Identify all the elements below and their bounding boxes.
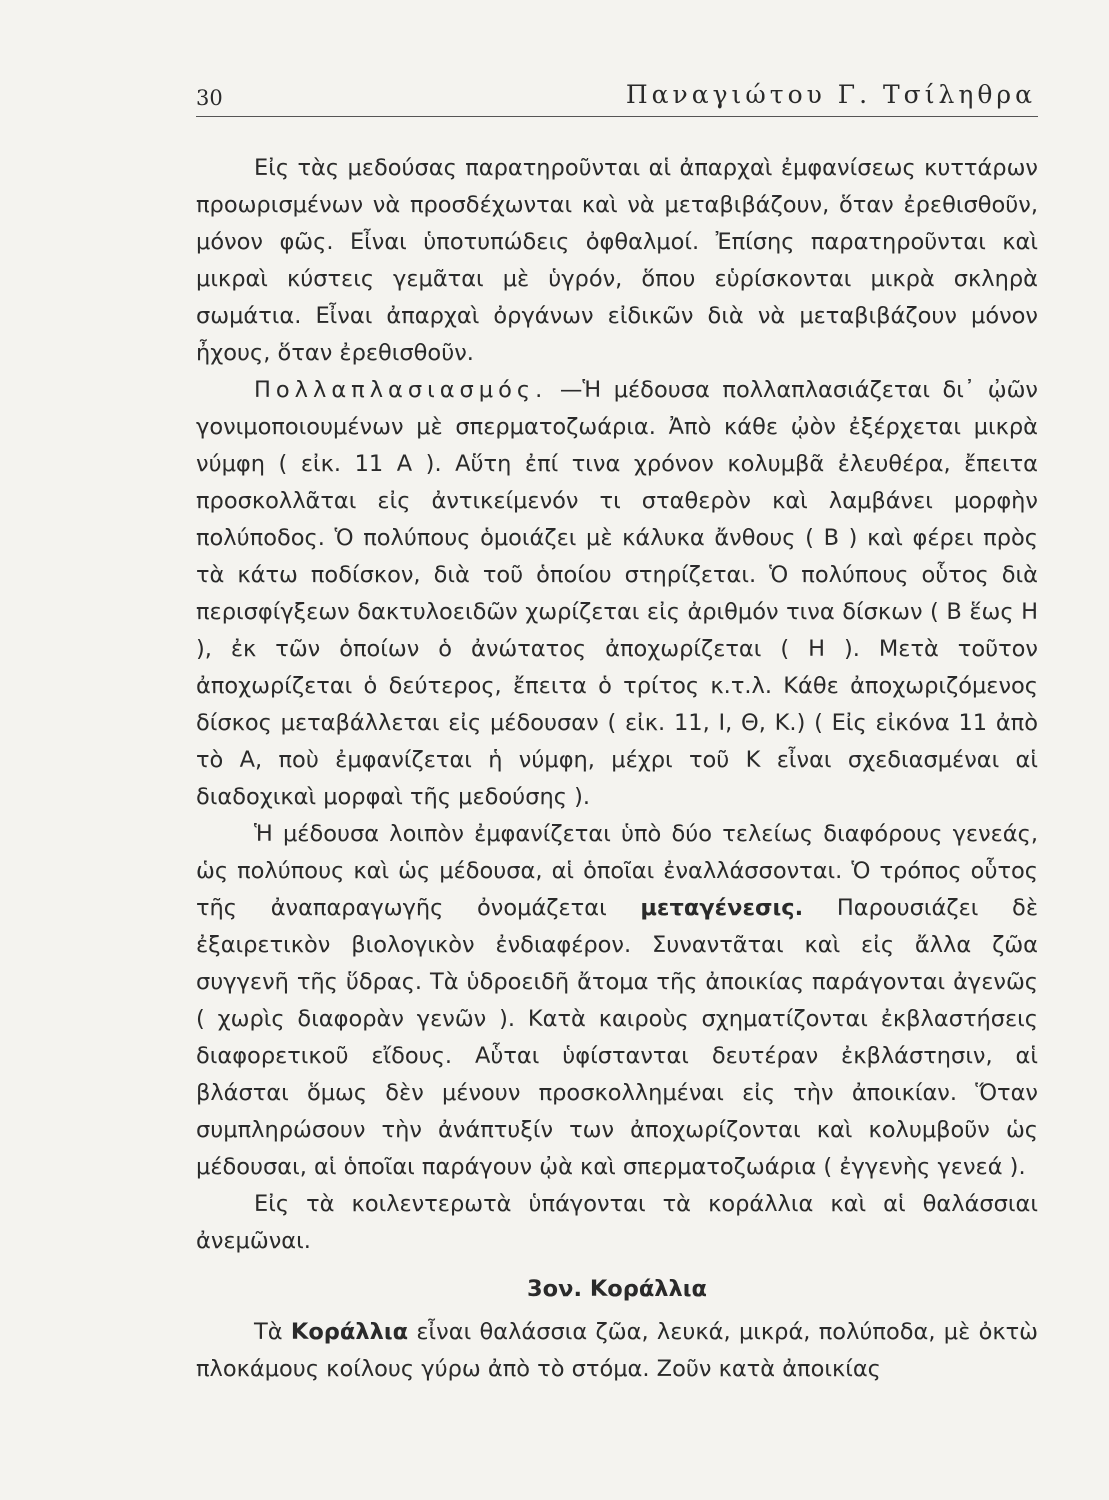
paragraph-text-before: Ἡ μέδουσα λοιπὸν ἐμφανίζεται ὑπὸ δύο τελείως διαφόρους γενεάς, ὡς πολύπους καὶ ὡς μέδουσα, αἱ ὁποῖαι ἐναλλάσσονται. Ὁ τρόπος οὗτος τῆς ἀναπαραγωγῆς ὀνομάζεται bbox=[196, 821, 1038, 921]
bold-term: Κοράλλια bbox=[290, 1319, 409, 1345]
spaced-heading: Πολλαπλασιασμός. bbox=[254, 377, 548, 403]
page-header bbox=[196, 72, 1038, 117]
paragraph-corals bbox=[196, 1314, 1038, 1388]
bold-term: μεταγένεσις. bbox=[640, 895, 804, 921]
body-text bbox=[196, 150, 1038, 1388]
paragraph-text-before: Τὰ bbox=[254, 1319, 291, 1345]
paragraph-metagenesis bbox=[196, 816, 1038, 1186]
section-title: 3ον. Κοράλλια bbox=[527, 1276, 707, 1302]
paragraph-text-after: εἶναι θαλάσσια ζῶα, λευκά, μικρά, πολύποδα, μὲ ὀκτὼ πλοκάμους κοίλους γύρω ἀπὸ τὸ στόμα. Ζοῦν κατὰ ἀποικίας bbox=[196, 1319, 1038, 1382]
paragraph-text: Εἰς τὰ κοιλεντερωτὰ ὑπάγονται τὰ κοράλλια καὶ αἱ θαλάσσιαι ἀνεμῶναι. bbox=[196, 1191, 1038, 1254]
paragraph-text: Εἰς τὰς μεδούσας παρατηροῦνται αἱ ἀπαρχαὶ ἐμφανίσεως κυττάρων προωρισμένων νὰ προσδέχωνται καὶ νὰ μεταβιβάζουν, ὅταν ἐρεθισθοῦν, μόνον φῶς. Εἶναι ὑποτυπώδεις ὀφθαλμοί. Ἐπίσης παρατηροῦνται καὶ μικραὶ κύστεις γεμᾶται μὲ ὑγρόν, ὅπου εὑρίσκονται μικρὰ σκληρὰ σωμάτια. Εἶναι ἀπαρχαὶ ὀργάνων εἰδικῶν διὰ νὰ μεταβιβάζουν μόνον ἦχους, ὅταν ἐρεθισθοῦν. bbox=[196, 155, 1038, 366]
paragraph-text-after: Παρουσιάζει δὲ ἐξαιρετικὸν βιολογικὸν ἐνδιαφέρον. Συναντᾶται καὶ εἰς ἄλλα ζῶα συγγενῆ τῆς ὕδρας. Τὰ ὑδροειδῆ ἄτομα τῆς ἀποικίας παράγονται ἀγενῶς ( χωρὶς διαφορὰν γενῶν ). Κατὰ καιροὺς σχηματίζονται ἐκβλαστήσεις διαφορετικοῦ εἴδους. Αὗται ὑφίστανται δευτέραν ἐκβλάστησιν, αἱ βλάσται ὅμως δὲν μένουν προσκολλημέναι εἰς τὴν ἀποικίαν. Ὅταν συμπληρώσουν τὴν ἀνάπτυξίν των ἀποχωρίζονται καὶ κολυμβοῦν ὡς μέδουσαι, αἱ ὁποῖαι παράγουν ᾠὰ καὶ σπερματοζωάρια ( ἐγγενὴς γενεά ). bbox=[196, 895, 1038, 1180]
paragraph-medusa-senses bbox=[196, 150, 1038, 372]
paragraph-text: —Ἡ μέδουσα πολλαπλασιάζεται δι᾿ ᾠῶν γονιμοποιουμένων μὲ σπερματοζωάρια. Ἀπὸ κάθε ᾠὸν ἐξέρχεται μικρὰ νύμφη ( εἰκ. 11 Α ). Αὕτη ἐπί τινα χρόνον κολυμβᾶ ἐλευθέρα, ἔπειτα προσκολλᾶται εἰς ἀντικείμενόν τι σταθερὸν καὶ λαμβάνει μορφὴν πολύποδος. Ὁ πολύπους ὁμοιάζει μὲ κάλυκα ἄνθους ( Β ) καὶ φέρει πρὸς τὰ κάτω ποδίσκον, διὰ τοῦ ὁποίου στηρίζεται. Ὁ πολύπους οὗτος διὰ περισφίγξεων δακτυλοειδῶν χωρίζεται εἰς ἀριθμόν τινα δίσκων ( Β ἕως Η ), ἐκ τῶν ὁποίων ὁ ἀνώτατος ἀποχωρίζεται ( Η ). Μετὰ τοῦτον ἀποχωρίζεται ὁ δεύτερος, ἔπειτα ὁ τρίτος κ.τ.λ. Κάθε ἀποχωριζόμενος δίσκος μεταβάλλεται εἰς μέδουσαν ( εἰκ. 11, Ι, Θ, Κ.) ( Εἰς εἰκόνα 11 ἀπὸ τὸ Α, ποὺ ἐμφανίζεται ἡ νύμφη, μέχρι τοῦ Κ εἶναι σχεδιασμέναι αἱ διαδοχικαὶ μορφαὶ τῆς μεδούσης ). bbox=[196, 377, 1038, 810]
paragraph-coelenterates bbox=[196, 1186, 1038, 1260]
paragraph-reproduction bbox=[196, 372, 1038, 816]
page-number: 30 bbox=[196, 86, 223, 110]
running-head: Παναγιώτου Γ. Τσίληθρα bbox=[625, 80, 1036, 109]
